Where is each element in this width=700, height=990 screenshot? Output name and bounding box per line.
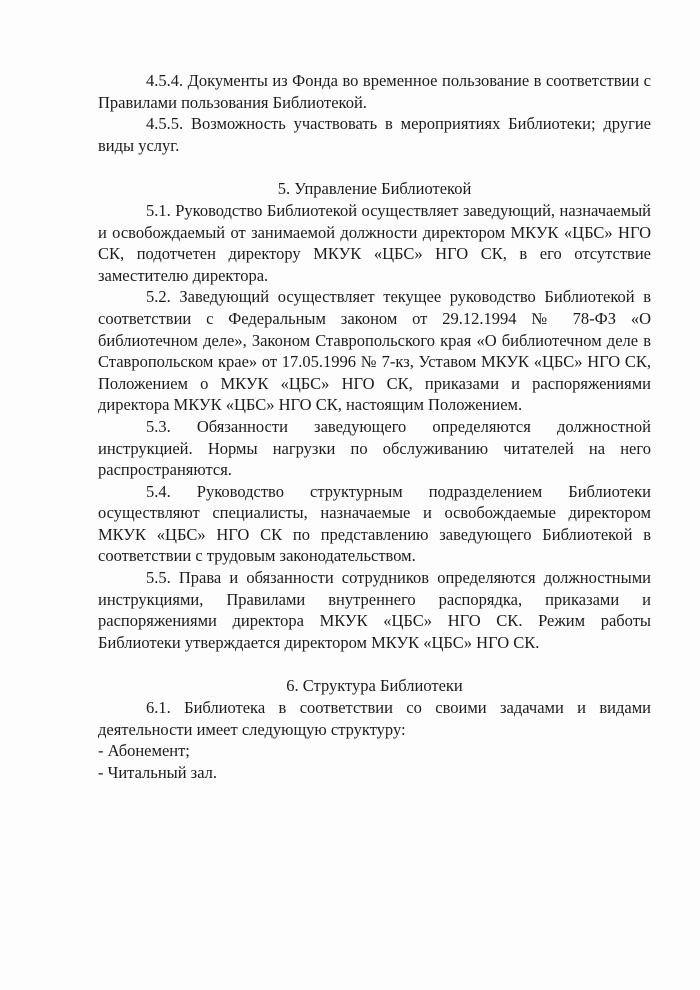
paragraph-5-1: 5.1. Руководство Библиотекой осуществляет заведующий, назначаемый и освобождаемый от занимаемой должности директором МКУК «ЦБС» НГО СК, подотчетен директору МКУК «ЦБС» НГО СК, в его отсутствие заместителю директора. (98, 200, 651, 285)
paragraph-4-5-4: 4.5.4. Документы из Фонда во временное пользование в соответствии с Правилами пользования Библиотекой. (98, 71, 651, 112)
paragraph-6-1: 6.1. Библиотека в соответствии со своими задачами и видами деятельности имеет следующую структуру: (98, 698, 651, 739)
paragraph-5-2: 5.2. Заведующий осуществляет текущее руководство Библиотекой в соответствии с Федеральным законом от 29.12.1994 № 78-ФЗ «О библиотечном деле», Законом Ставропольского края «О библиотечном деле в Ставропольском крае» от 17.05.1996 № 7-кз, Уставом МКУК «ЦБС» НГО СК, Положением о МКУК «ЦБС» НГО СК, приказами и распоряжениями директора МКУК «ЦБС» НГО СК, настоящим Положением. (98, 287, 651, 415)
section-spacer (98, 653, 651, 675)
section-6-heading: 6. Структура Библиотеки (286, 676, 463, 696)
document-body (98, 70, 651, 783)
paragraph-5-3: 5.3. Обязанности заведующего определяются должностной инструкцией. Нормы нагрузки по обслуживанию читателей на него распространяются. (98, 416, 651, 480)
list-item-reading-room: - Читальный зал. (98, 762, 218, 782)
paragraph-5-4: 5.4. Руководство структурным подразделением Библиотеки осуществляют специалисты, назначаемые и освобождаемые директором МКУК «ЦБС» НГО СК по представлению заведующего Библиотекой в соответствии с трудовым законодательством. (98, 481, 651, 566)
section-5-heading: 5. Управление Библиотекой (277, 179, 472, 199)
list-item-abonement: - Абонемент; (98, 741, 190, 761)
section-spacer (98, 156, 651, 178)
paragraph-5-5: 5.5. Права и обязанности сотрудников определяются должностными инструкциями, Правилами внутреннего распорядка, приказами и распоряжениями директора МКУК «ЦБС» НГО СК. Режим работы Библиотеки утверждается директором МКУК «ЦБС» НГО СК. (98, 568, 651, 652)
paragraph-4-5-5: 4.5.5. Возможность участвовать в мероприятиях Библиотеки; другие виды услуг. (98, 114, 651, 155)
